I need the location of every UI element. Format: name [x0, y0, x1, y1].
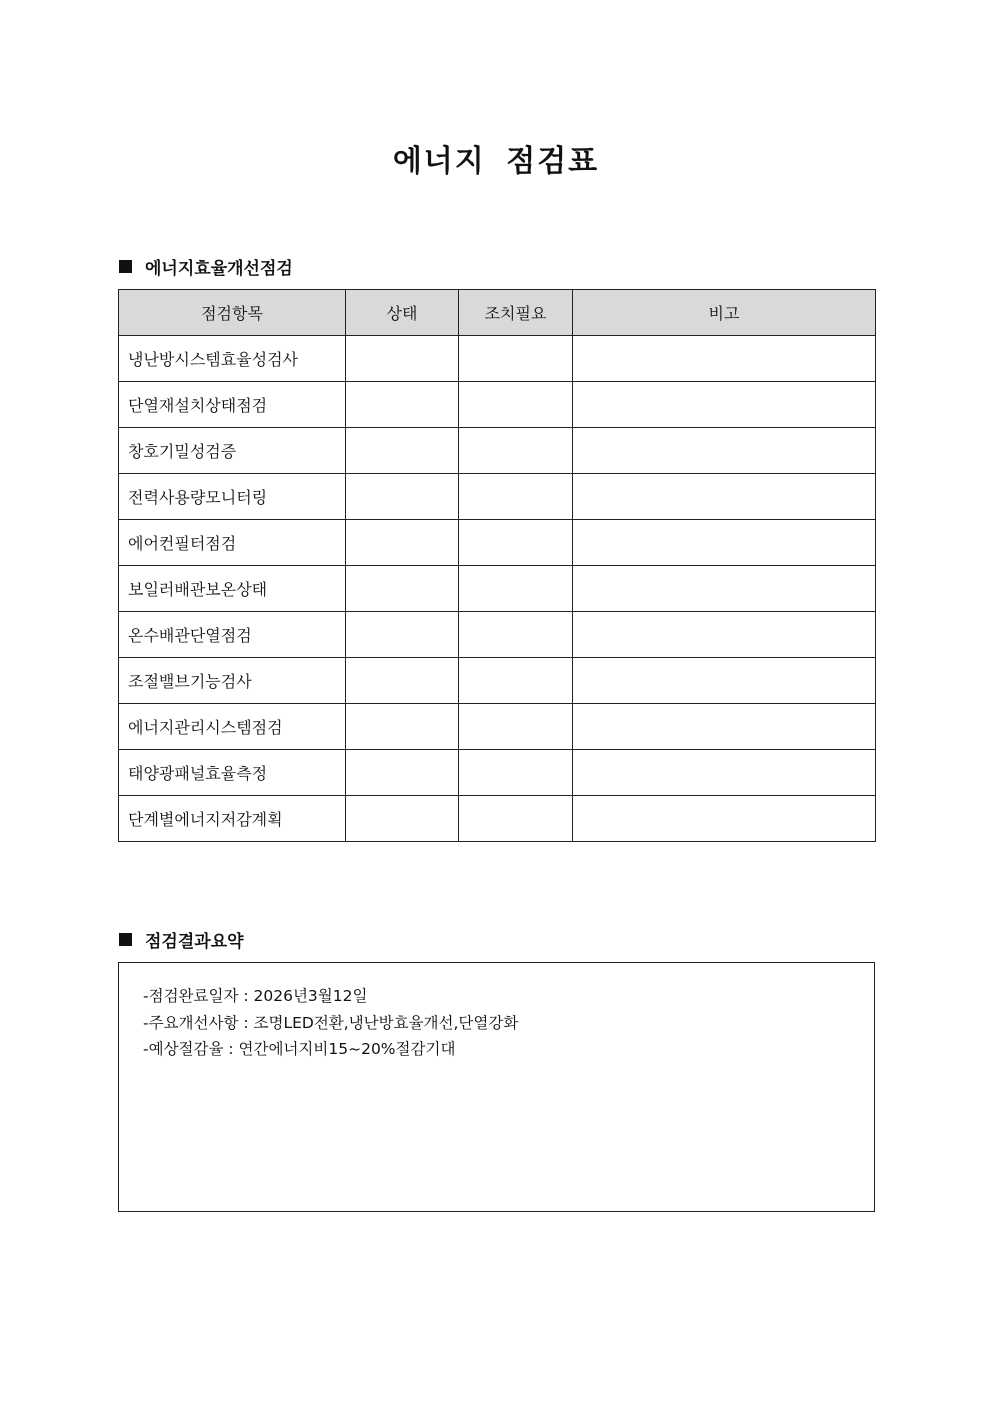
table-row [119, 658, 876, 704]
section-heading-efficiency [119, 254, 293, 279]
table-row [119, 796, 876, 842]
cell-status[interactable] [346, 428, 459, 474]
cell-item: 냉난방시스템효율성검사 [119, 336, 346, 382]
square-bullet-icon [119, 933, 132, 946]
summary-box[interactable] [118, 962, 875, 1212]
table-body [119, 336, 876, 842]
cell-status[interactable] [346, 612, 459, 658]
table-row [119, 520, 876, 566]
square-bullet-icon [119, 260, 132, 273]
table-row [119, 474, 876, 520]
cell-item: 온수배관단열점검 [119, 612, 346, 658]
section-heading-summary [119, 927, 244, 952]
table-row [119, 612, 876, 658]
cell-status[interactable] [346, 704, 459, 750]
cell-item: 태양광패널효율측정 [119, 750, 346, 796]
inspection-table [118, 289, 876, 842]
cell-item: 전력사용량모니터링 [119, 474, 346, 520]
cell-action[interactable] [459, 658, 573, 704]
cell-status[interactable] [346, 658, 459, 704]
cell-item: 보일러배관보온상태 [119, 566, 346, 612]
cell-status[interactable] [346, 566, 459, 612]
cell-action[interactable] [459, 474, 573, 520]
cell-action[interactable] [459, 428, 573, 474]
summary-line-date: -점검완료일자 : 2026년3월12일 [143, 987, 368, 1005]
cell-item: 창호기밀성검증 [119, 428, 346, 474]
cell-action[interactable] [459, 796, 573, 842]
cell-item: 에어컨필터점검 [119, 520, 346, 566]
cell-action[interactable] [459, 612, 573, 658]
summary-line-improvements: -주요개선사항 : 조명LED전환,냉난방효율개선,단열강화 [143, 1013, 519, 1032]
cell-action[interactable] [459, 336, 573, 382]
table-row [119, 750, 876, 796]
cell-note[interactable] [573, 658, 876, 704]
table-row [119, 704, 876, 750]
cell-status[interactable] [346, 336, 459, 382]
document-title: 에너지 점검표 [392, 144, 600, 179]
cell-item: 에너지관리시스템점검 [119, 704, 346, 750]
cell-action[interactable] [459, 566, 573, 612]
cell-note[interactable] [573, 796, 876, 842]
cell-item: 조절밸브기능검사 [119, 658, 346, 704]
cell-action[interactable] [459, 382, 573, 428]
cell-action[interactable] [459, 704, 573, 750]
header-action: 조치필요 [459, 290, 573, 336]
table-row [119, 336, 876, 382]
section-heading-label: 점검결과요약 [145, 932, 244, 952]
cell-status[interactable] [346, 520, 459, 566]
header-status: 상태 [346, 290, 459, 336]
cell-note[interactable] [573, 566, 876, 612]
cell-status[interactable] [346, 750, 459, 796]
cell-note[interactable] [573, 704, 876, 750]
summary-line-savings: -예상절감율 : 연간에너지비15~20%절감기대 [143, 1040, 456, 1058]
table-row [119, 566, 876, 612]
cell-status[interactable] [346, 474, 459, 520]
cell-note[interactable] [573, 612, 876, 658]
cell-action[interactable] [459, 750, 573, 796]
cell-note[interactable] [573, 336, 876, 382]
section-heading-label: 에너지효율개선점검 [145, 259, 293, 279]
cell-note[interactable] [573, 428, 876, 474]
cell-status[interactable] [346, 796, 459, 842]
cell-item: 단계별에너지저감계획 [119, 796, 346, 842]
cell-item: 단열재설치상태점검 [119, 382, 346, 428]
cell-status[interactable] [346, 382, 459, 428]
cell-note[interactable] [573, 520, 876, 566]
header-item: 점검항목 [119, 290, 346, 336]
table-row [119, 382, 876, 428]
table-row [119, 428, 876, 474]
header-note: 비고 [573, 290, 876, 336]
cell-note[interactable] [573, 474, 876, 520]
table-header-row [119, 290, 876, 336]
cell-action[interactable] [459, 520, 573, 566]
cell-note[interactable] [573, 750, 876, 796]
cell-note[interactable] [573, 382, 876, 428]
